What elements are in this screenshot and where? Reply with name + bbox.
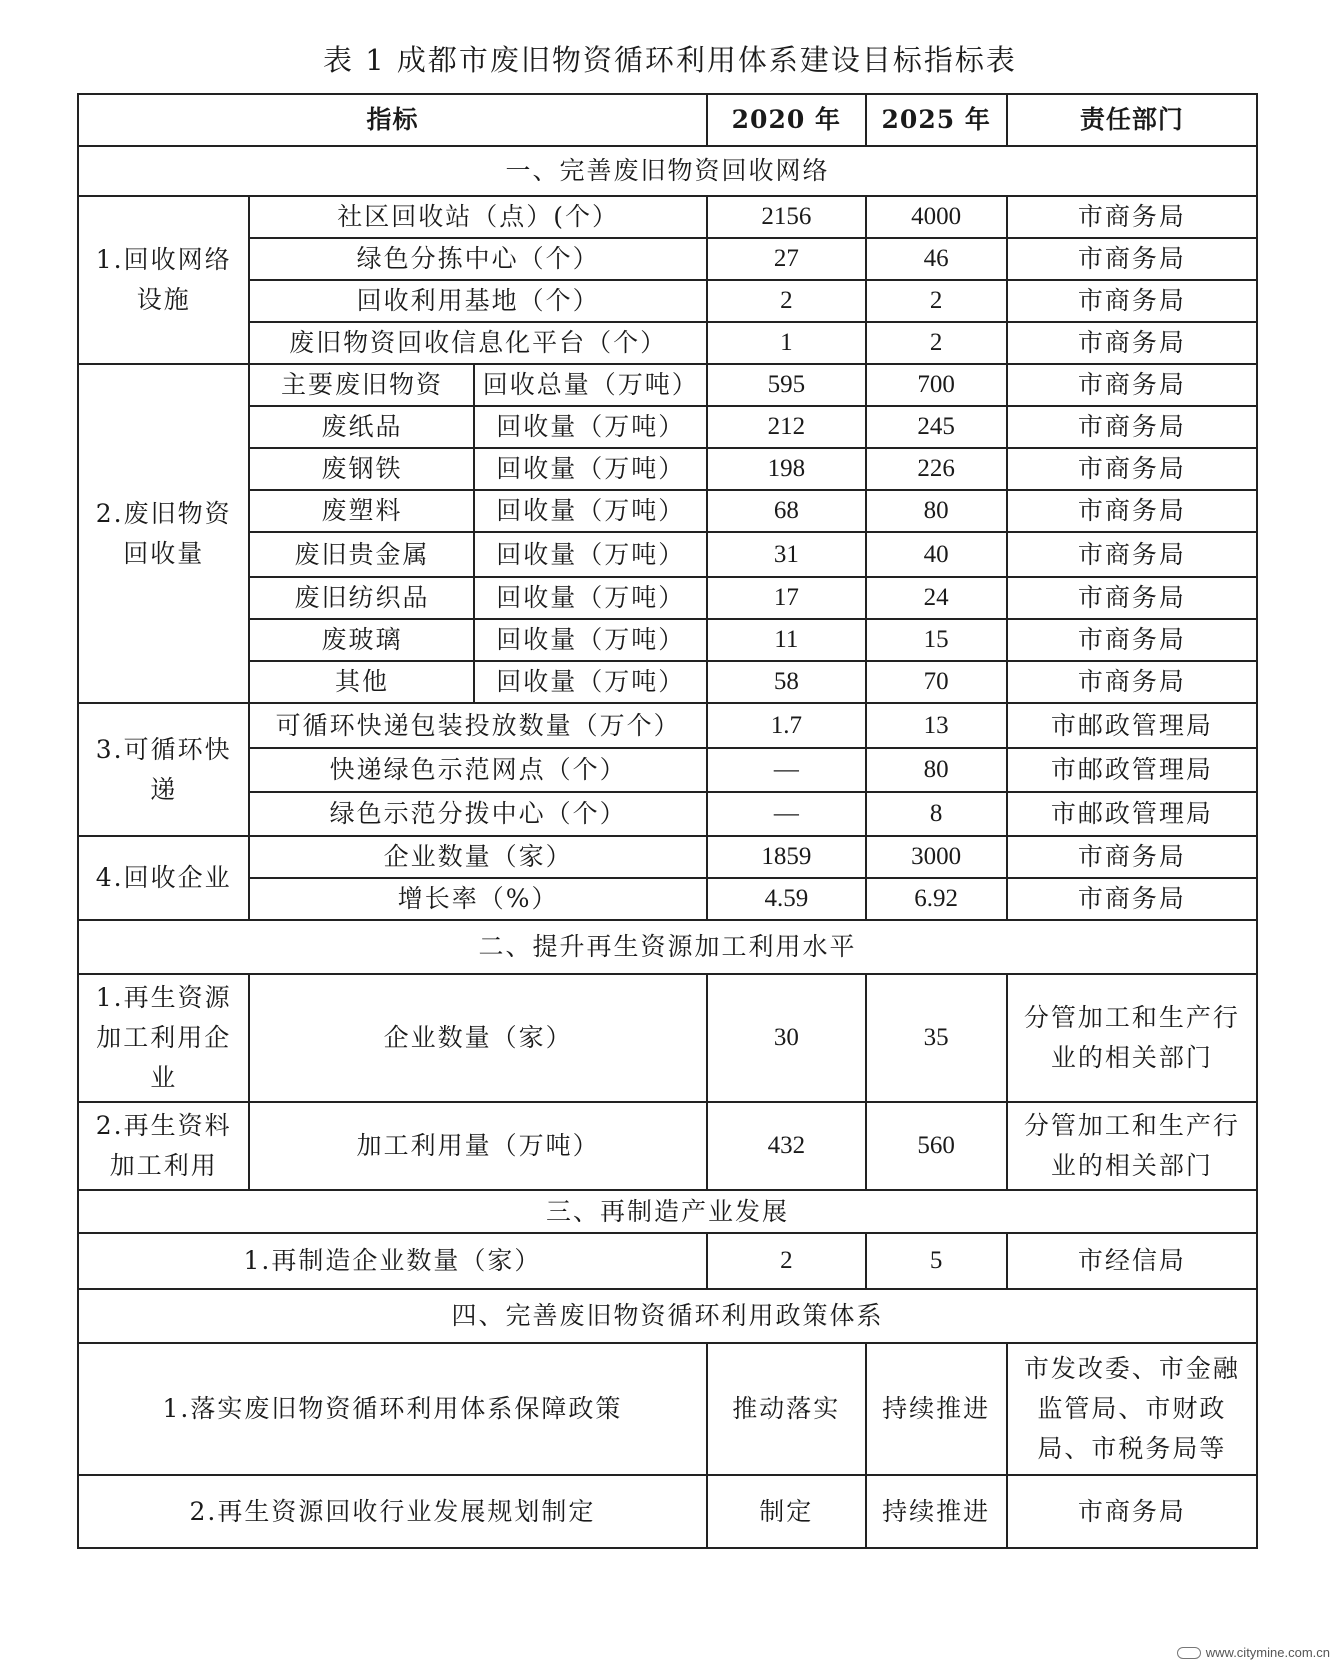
section-title: 一、完善废旧物资回收网络 [78,146,1257,196]
value-2025: 80 [866,748,1007,792]
value-2020: 4.59 [707,878,866,920]
watermark [1177,1645,1330,1660]
table-row [78,1102,1257,1190]
value-2020: 17 [707,577,866,619]
header-2025: 2025 年 [866,94,1007,146]
dept-cell: 市商务局 [1007,406,1257,448]
value-2020: 1859 [707,836,866,878]
table-row [78,661,1257,703]
table-row [78,748,1257,792]
value-2025: 245 [866,406,1007,448]
table-row [78,577,1257,619]
value-2020: — [707,748,866,792]
dept-cell: 市商务局 [1007,322,1257,364]
item-cell: 可循环快递包装投放数量（万个） [249,703,706,748]
section-row [78,1190,1257,1233]
dept-cell: 市商务局 [1007,280,1257,322]
item-cell: 废旧纺织品 [249,577,474,619]
value-2025: 13 [866,703,1007,748]
dept-cell: 市商务局 [1007,364,1257,406]
value-2020: 30 [707,974,866,1102]
group-label: 2.再生资料加工利用 [78,1102,249,1190]
item-cell: 2.再生资源回收行业发展规划制定 [78,1475,707,1548]
dept-cell: 市商务局 [1007,878,1257,920]
item-cell: 社区回收站（点）(个） [249,196,706,238]
metric-cell: 回收量（万吨） [474,490,706,532]
metric-cell: 回收量（万吨） [474,577,706,619]
dept-cell: 市商务局 [1007,836,1257,878]
group-label: 1.回收网络设施 [78,196,249,364]
item-cell: 绿色示范分拨中心（个） [249,792,706,836]
value-2020: 31 [707,532,866,577]
value-2020: — [707,792,866,836]
metric-cell: 回收量（万吨） [474,448,706,490]
item-cell: 1.落实废旧物资循环利用体系保障政策 [78,1343,707,1475]
section-title: 四、完善废旧物资循环利用政策体系 [78,1289,1257,1343]
item-cell: 快递绿色示范网点（个） [249,748,706,792]
value-2025: 700 [866,364,1007,406]
value-2020: 制定 [707,1475,866,1548]
table-row [78,1343,1257,1475]
table-row [78,448,1257,490]
section-title: 二、提升再生资源加工利用水平 [78,920,1257,974]
table-row [78,792,1257,836]
table-row [78,238,1257,280]
value-2025: 226 [866,448,1007,490]
dept-cell: 市发改委、市金融监管局、市财政局、市税务局等 [1007,1343,1257,1475]
value-2025: 持续推进 [866,1343,1007,1475]
value-2025: 8 [866,792,1007,836]
metric-cell: 回收量（万吨） [474,532,706,577]
value-2025: 5 [866,1233,1007,1289]
header-indicator: 指标 [78,94,707,146]
value-2020: 2 [707,280,866,322]
dept-cell: 市商务局 [1007,1475,1257,1548]
item-cell: 废纸品 [249,406,474,448]
table-row [78,1475,1257,1548]
item-cell: 企业数量（家） [249,836,706,878]
table-row [78,364,1257,406]
site-logo-icon [1177,1647,1201,1659]
value-2025: 15 [866,619,1007,661]
item-cell: 废旧物资回收信息化平台（个） [249,322,706,364]
table-header-row [78,94,1257,146]
dept-cell: 市邮政管理局 [1007,748,1257,792]
section-row [78,1289,1257,1343]
table-row [78,280,1257,322]
item-cell: 废钢铁 [249,448,474,490]
item-cell: 主要废旧物资 [249,364,474,406]
item-cell: 废玻璃 [249,619,474,661]
value-2020: 212 [707,406,866,448]
value-2025: 6.92 [866,878,1007,920]
table-row [78,878,1257,920]
dept-cell: 市商务局 [1007,577,1257,619]
metric-cell: 回收量（万吨） [474,661,706,703]
value-2025: 70 [866,661,1007,703]
section-title: 三、再制造产业发展 [78,1190,1257,1233]
value-2020: 58 [707,661,866,703]
value-2025: 2 [866,322,1007,364]
value-2025: 2 [866,280,1007,322]
value-2025: 560 [866,1102,1007,1190]
metric-cell: 回收量（万吨） [474,619,706,661]
item-cell: 其他 [249,661,474,703]
dept-cell: 市商务局 [1007,490,1257,532]
table-row [78,196,1257,238]
section-row [78,920,1257,974]
table-row [78,619,1257,661]
value-2020: 432 [707,1102,866,1190]
table-row [78,1233,1257,1289]
value-2025: 4000 [866,196,1007,238]
group-label: 4.回收企业 [78,836,249,920]
value-2020: 27 [707,238,866,280]
target-indicator-table [77,93,1258,1549]
value-2020: 2 [707,1233,866,1289]
value-2025: 40 [866,532,1007,577]
group-label: 2.废旧物资回收量 [78,364,249,703]
item-cell: 废旧贵金属 [249,532,474,577]
group-label: 3.可循环快递 [78,703,249,836]
metric-cell: 回收量（万吨） [474,406,706,448]
value-2020: 198 [707,448,866,490]
dept-cell: 分管加工和生产行业的相关部门 [1007,974,1257,1102]
item-cell: 绿色分拣中心（个） [249,238,706,280]
dept-cell: 市经信局 [1007,1233,1257,1289]
table-row [78,703,1257,748]
watermark-text: www.citymine.com.cn [1205,1645,1330,1660]
value-2025: 3000 [866,836,1007,878]
table-row [78,322,1257,364]
value-2020: 2156 [707,196,866,238]
table-row [78,974,1257,1102]
value-2020: 68 [707,490,866,532]
table-row [78,532,1257,577]
table-row [78,406,1257,448]
value-2020: 1 [707,322,866,364]
value-2020: 595 [707,364,866,406]
value-2020: 推动落实 [707,1343,866,1475]
group-label: 1.再生资源加工利用企业 [78,974,249,1102]
value-2025: 80 [866,490,1007,532]
value-2025: 35 [866,974,1007,1102]
item-cell: 加工利用量（万吨） [249,1102,706,1190]
dept-cell: 市商务局 [1007,661,1257,703]
item-cell: 企业数量（家） [249,974,706,1102]
metric-cell: 回收总量（万吨） [474,364,706,406]
item-cell: 回收利用基地（个） [249,280,706,322]
dept-cell: 市商务局 [1007,196,1257,238]
item-cell: 增长率（%） [249,878,706,920]
dept-cell: 市商务局 [1007,619,1257,661]
dept-cell: 市商务局 [1007,238,1257,280]
dept-cell: 分管加工和生产行业的相关部门 [1007,1102,1257,1190]
dept-cell: 市邮政管理局 [1007,703,1257,748]
dept-cell: 市商务局 [1007,448,1257,490]
value-2020: 1.7 [707,703,866,748]
table-row [78,836,1257,878]
table-title: 表 1 成都市废旧物资循环利用体系建设目标指标表 [323,43,1017,77]
value-2025: 24 [866,577,1007,619]
header-dept: 责任部门 [1007,94,1257,146]
table-row [78,490,1257,532]
dept-cell: 市邮政管理局 [1007,792,1257,836]
value-2025: 46 [866,238,1007,280]
item-cell: 1.再制造企业数量（家） [78,1233,707,1289]
section-row [78,146,1257,196]
header-2020: 2020 年 [707,94,866,146]
value-2020: 11 [707,619,866,661]
dept-cell: 市商务局 [1007,532,1257,577]
value-2025: 持续推进 [866,1475,1007,1548]
item-cell: 废塑料 [249,490,474,532]
